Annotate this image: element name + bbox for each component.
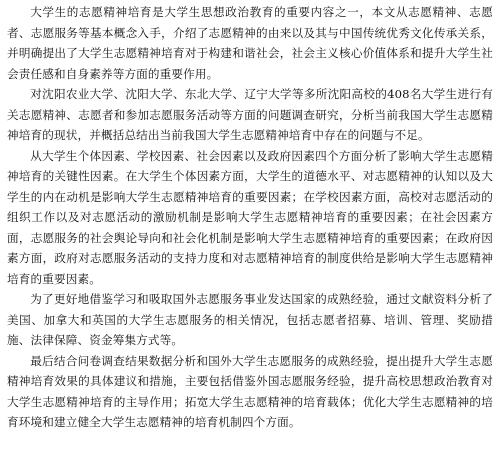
paragraph-recommendations: 最后结合问卷调查结果数据分析和国外大学生志愿服务的成熟经验，提出提升大学生志愿精神培育效果的具体建议和措施，主要包括借鉴外国志愿服务经验，提升高校思想政治教育对大学生志愿精神培育的主导作用；拓宽大学生志愿精神的培育载体；优化大学生志愿精神的培育环境和建立健全大学生志愿精神的培育机制四个方面。	[7, 353, 493, 429]
paragraph-foreign-experience: 为了更好地借鉴学习和吸取国外志愿服务事业发达国家的成熟经验，通过文献资料分析了美国、加拿大和英国的大学生志愿服务的相关情况，包括志愿者招募、培训、管理、奖励措施、法律保障、资金筹集方式等。	[7, 292, 493, 347]
paragraph-introduction: 大学生的志愿精神培育是大学生思想政治教育的重要内容之一，本文从志愿精神、志愿者、志愿服务等基本概念入手，介绍了志愿精神的由来以及其与中国传统优秀文化传承关系，并明确提出了大学生志愿精神培育对于构建和谐社会，社会主义核心价值体系和提升大学生社会责任感和自身素养等方面的重要作用。	[7, 5, 493, 81]
paragraph-factors: 从大学生个体因素、学校因素、社会因素以及政府因素四个方面分析了影响大学生志愿精神培育的关键性因素。在大学生个体因素方面，大学生的道德水平、对志愿精神的认知以及大学生的内在动机是影响大学生志愿精神培育的重要因素；在学校因素方面，高校对志愿活动的组织工作以及对志愿活动的激励机制是影响大学生志愿精神培育的重要因素；在社会因素方面，志愿服务的社会舆论导向和社会化机制是影响大学生志愿精神培育的重要因素；在政府因素方面，政府对志愿服务活动的支持力度和对志愿精神培育的制度供给是影响大学生志愿精神培育的重要因素。	[7, 148, 493, 286]
paragraph-survey: 对沈阳农业大学、沈阳大学、东北大学、辽宁大学等多所沈阳高校的408名大学生进行有关志愿精神、志愿者和参加志愿服务活动等方面的问题调查研究，分析当前我国大学生志愿精神培育的现状，并概括总结出当前我国大学生志愿精神培育中存在的问题与不足。	[7, 87, 493, 142]
